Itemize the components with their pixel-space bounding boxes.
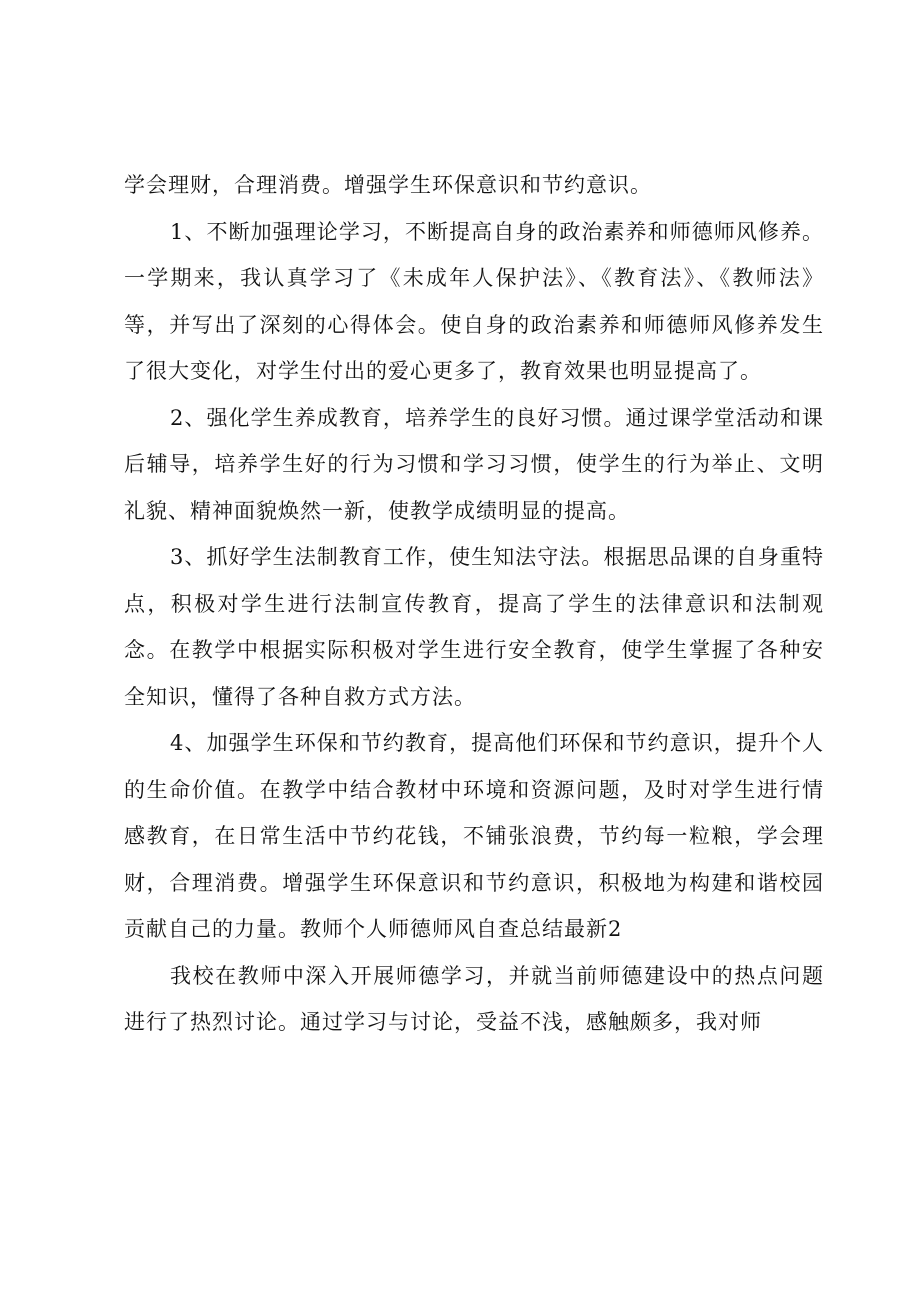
paragraph-item-1: 1、不断加强理论学习，不断提高自身的政治素养和师德师风修养。一学期来，我认真学习了《未成年人保护法》、《教育法》、《教师法》等，并写出了深刻的心得体会。使自身的政治素养和师德师风修养发生了很大变化，对学生付出的爱心更多了，教育效果也明显提高了。 — [124, 219, 824, 383]
paragraph-item-2: 2、强化学生养成教育，培养学生的良好习惯。通过课学堂活动和课后辅导，培养学生好的行为习惯和学习习惯，使学生的行为举止、文明礼貌、精神面貌焕然一新，使教学成绩明显的提高。 — [124, 405, 824, 523]
document-body — [124, 162, 824, 1046]
paragraph-continuation: 学会理财，合理消费。增强学生环保意识和节约意识。 — [124, 173, 652, 197]
paragraph-item-4: 4、加强学生环保和节约教育，提高他们环保和节约意识，提升个人的生命价值。在教学中结合教材中环境和资源问题，及时对学生进行情感教育，在日常生活中节约花钱，不铺张浪费，节约每一粒粮，学会理财，合理消费。增强学生环保意识和节约意识，积极地为构建和谐校园贡献自己的力量。教师个人师德师风自查总结最新2 — [124, 731, 824, 941]
paragraph-item-3: 3、抓好学生法制教育工作，使生知法守法。根据思品课的自身重特点，积极对学生进行法制宣传教育，提高了学生的法律意识和法制观念。在教学中根据实际积极对学生进行安全教育，使学生掌握了各种安全知识，懂得了各种自救方式方法。 — [124, 545, 824, 709]
paragraph-section-2-intro: 我校在教师中深入开展师德学习，并就当前师德建设中的热点问题进行了热烈讨论。通过学习与讨论，受益不浅，感触颇多，我对师 — [124, 963, 824, 1034]
